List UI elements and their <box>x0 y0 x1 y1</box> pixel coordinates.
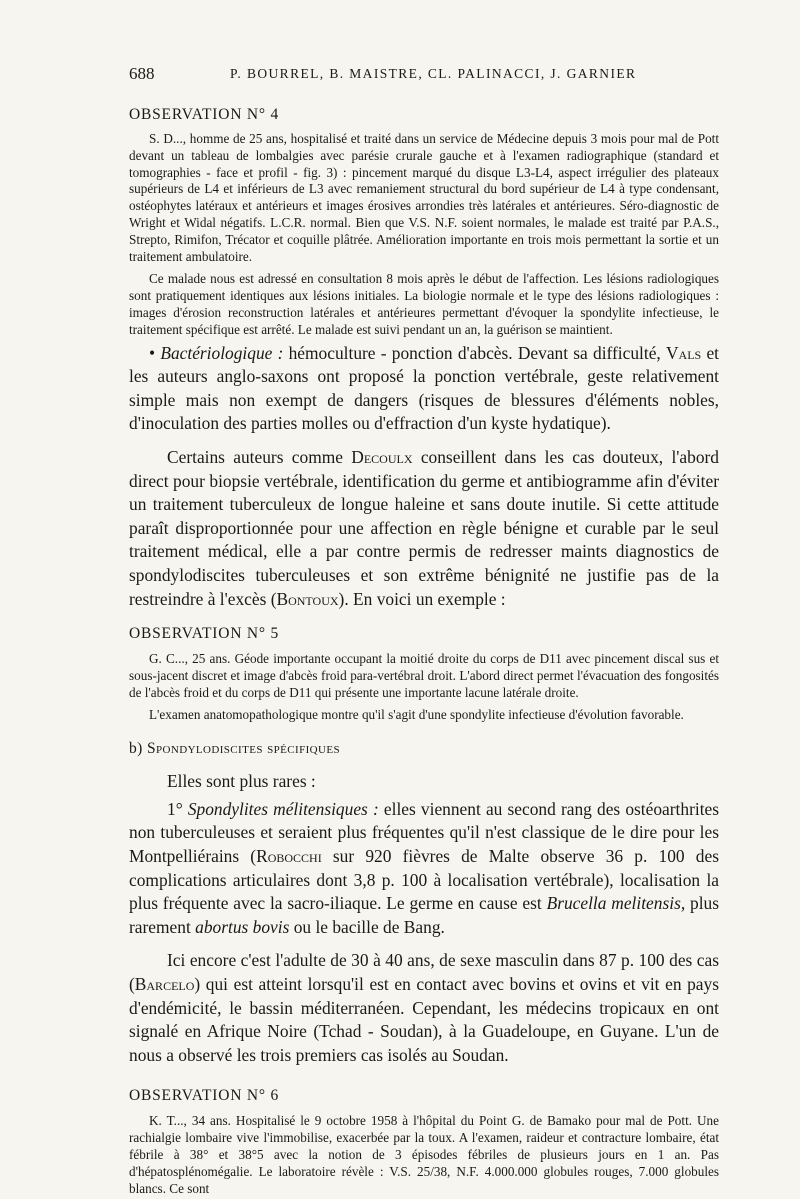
observation-5-text: G. C..., 25 ans. Géode importante occupant la moitié droite du corps de D11 avec pincement discal sus et sous-jacent discret et image d'abcès froid para-vertébral droit. L'abord direct permet l'évacuation des fongosités de l'abcès froid et du corps de D11 qui présente une importante lacune latérale droite. <box>129 651 719 700</box>
page-number: 688 <box>129 64 155 83</box>
section-b-intro: Elles sont plus rares : <box>167 771 316 792</box>
running-head-authors: P. BOURREL, B. MAISTRE, CL. PALINACCI, J. GARNIER <box>230 66 637 81</box>
observation-6-text: K. T..., 34 ans. Hospitalisé le 9 octobre 1958 à l'hôpital du Point G. de Bamako pour mal de Pott. Une rachialgie lombaire vive l'immobilise, exacerbée par la toux. A l'examen, raideur et contracture lombaire, état fébrile à 38° et 38°5 avec la notion de 3 épisodes fébriles de plusieurs jours en 1 an. Pas d'hépatosplénomégalie. Le laboratoire révèle : V.S. 25/38, N.F. 4.000.000 globules rouges, 7.000 globules blancs. Ce sont <box>129 1113 719 1196</box>
author-bontoux: Bontoux <box>276 588 339 609</box>
decoulx-paragraph: Certains auteurs comme Decoulx conseillent dans les cas douteux, l'abord direct pour biopsie vertébrale, identification du germe et antibiogramme afin d'éviter un traitement tuberculeux de longue haleine et sans doute inutile. Si cette attitude paraît disproportionnée pour une affection en règle bénigne et curable par le seul traitement médical, elle a par contre permis de redresser maints diagnostics de spondylodiscites tuberculeuses et son extrême bénignité ne justifie pas de la restreindre à l'excès (Bontoux). En voici un exemple : <box>129 446 720 609</box>
author-robocchi: Robocchi <box>256 846 322 867</box>
epidemiology-paragraph: Ici encore c'est l'adulte de 30 à 40 ans, de sexe masculin dans 87 p. 100 des cas (Barcelo) qui est atteint lorsqu'il est en contact avec bovins et ovins et vit en pays d'endémicité, le bassin méditerranéen. Cependant, les médecins tropicaux en ont signalé en Afrique Noire (Tchad - Soudan), à la Guadeloupe, en Guyane. L'un de nous a observé les trois premiers cas isolés au Soudan. <box>129 950 719 1065</box>
observation-4-title: OBSERVATION N° 4 <box>129 106 280 123</box>
author-barcelo: Barcelo <box>134 974 195 995</box>
melitensis-term: Spondylites mélitensiques : <box>187 798 379 819</box>
observation-6-title: OBSERVATION N° 6 <box>129 1087 280 1105</box>
author-decoulx: Decoulx <box>351 446 413 467</box>
bullet-icon: • <box>149 342 156 363</box>
observation-5-title: OBSERVATION N° 5 <box>129 625 280 643</box>
author-vals: Vals <box>666 342 702 363</box>
section-b-title: Spondylodiscites spécifiques <box>147 740 340 758</box>
section-b-heading: b) Spondylodiscites spécifiques <box>129 740 340 758</box>
melitensis-paragraph: 1° Spondylites mélitensiques : elles viennent au second rang des ostéoarthrites non tuberculeuses et seraient plus fréquentes qu'il n'est classique de le dire pour les Montpelliérains (Robocchi sur 920 fièvres de Malte observe 36 p. 100 des complications articulaires dont 3,8 p. 100 à localisation vertébrale), localisation la plus fréquente avec la sacro-iliaque. Le germe en cause est Brucella melitensis, plus rarement abortus bovis ou le bacille de Bang. <box>129 798 720 937</box>
page-header <box>129 64 720 86</box>
bacteriology-term: Bactériologique : <box>160 342 284 363</box>
observation-5-conclusion: L'examen anatomopathologique montre qu'il s'agit d'une spondylite infectieuse d'évolution favorable. <box>149 707 684 723</box>
observation-4-text: S. D..., homme de 25 ans, hospitalisé et traité dans un service de Médecine depuis 3 mois pour mal de Pott devant un tableau de lombalgies avec parésie crurale gauche et à l'examen radiographique (standard et tomographies - face et profil - fig. 3) : pincement marqué du disque L3-L4, aspect irrégulier des plateaux supérieurs de L4 et inférieurs de L3 avec remaniement structural du bord supérieur de L4 à type condensant, ostéophytes latéraux et antérieurs et images érosives arrondies très latérales et antérieures. Séro-diagnostic de Wright et Widal négatifs. L.C.R. normal. Bien que V.S. N.F. soient normales, le malade est traité par P.A.S., Strepto, Rimifon, Trécator et coquille plâtrée. Amélioration importante en trois mois permettant la sortie et un traitement ambulatoire. <box>129 131 719 264</box>
observation-4-followup: Ce malade nous est adressé en consultation 8 mois après le début de l'affection. Les lésions radiologiques sont pratiquement identiques aux lésions initiales. La biologie normale et le type des lésions radiologiques : images d'érosion reconstruction latérales et antérieures permettant d'évoquer la spondylite infectieuse, le traitement spécifique est arrêté. Le malade est suivi pendant un an, la guérison se maintient. <box>129 271 719 337</box>
page-body <box>129 104 719 1197</box>
bacteriology-paragraph: • Bactériologique : hémoculture - ponction d'abcès. Devant sa difficulté, Vals et les auteurs anglo-saxons ont proposé la ponction vertébrale, geste relativement simple mais non exempt de dangers (risques de blessures d'éléments nobles, d'inoculation des parties molles ou d'effraction d'un kyste hydatique). <box>129 342 720 434</box>
